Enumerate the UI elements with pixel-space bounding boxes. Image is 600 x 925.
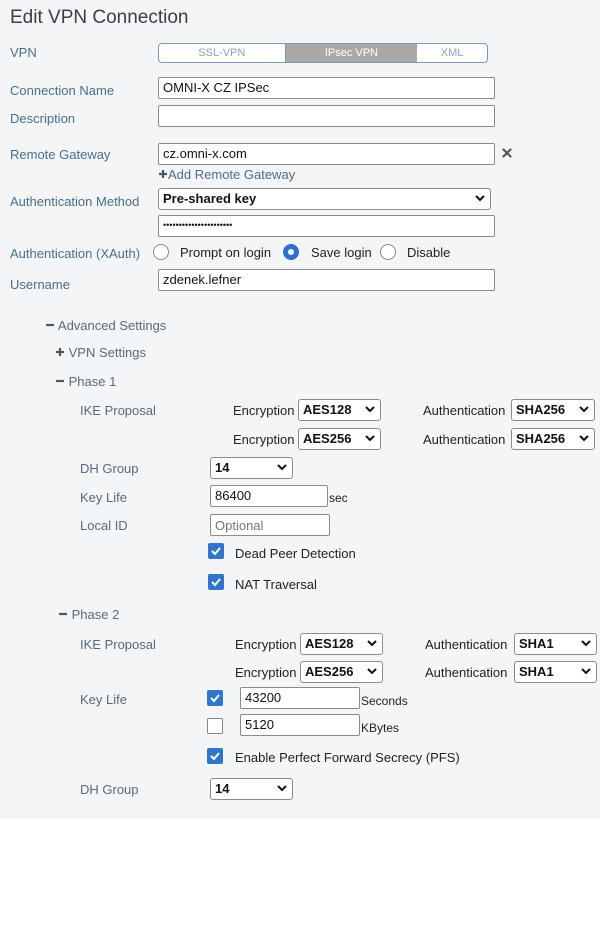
phase2-dh-select[interactable] xyxy=(210,778,293,800)
tab-ipsec-vpn[interactable]: IPsec VPN xyxy=(286,44,418,62)
chevron-down-icon xyxy=(580,665,592,677)
connection-name-input[interactable]: OMNI-X CZ IPSec xyxy=(158,77,495,99)
keylife-seconds-input[interactable]: 43200 xyxy=(240,687,360,709)
auth-method-label: Authentication Method xyxy=(10,194,140,209)
connection-name-label: Connection Name xyxy=(10,83,115,98)
chevron-down-icon xyxy=(580,637,592,649)
chevron-down-icon xyxy=(364,403,376,415)
auth-method-value: Pre-shared key xyxy=(163,191,257,206)
keylife-kbytes-input[interactable]: 5120 xyxy=(240,714,360,736)
radio-disable-label: Disable xyxy=(407,245,451,260)
radio-prompt-on-login-label: Prompt on login xyxy=(180,245,272,260)
radio-save-login[interactable] xyxy=(283,244,299,260)
phase1-authentication-label-2: Authentication xyxy=(423,432,506,447)
phase2-dh-label: DH Group xyxy=(80,782,139,797)
phase2-encryption-select-1[interactable] xyxy=(300,633,383,655)
phase1-authentication-label-1: Authentication xyxy=(423,403,506,418)
keylife-kbytes-unit: KBytes xyxy=(361,721,400,735)
check-icon xyxy=(210,545,222,557)
phase1-authentication-value-2: SHA256 xyxy=(516,431,566,446)
phase1-encryption-value-1: AES128 xyxy=(303,402,352,417)
add-remote-gateway-link[interactable] xyxy=(158,167,295,182)
description-input[interactable] xyxy=(158,105,495,127)
keylife-kbytes-checkbox[interactable] xyxy=(207,718,223,734)
phase2-label: Phase 2 xyxy=(71,607,120,622)
phase2-authentication-value-2: SHA1 xyxy=(519,664,554,679)
phase2-encryption-label-1: Encryption xyxy=(235,637,297,652)
keylife-seconds-checkbox[interactable] xyxy=(207,690,223,706)
chevron-down-icon xyxy=(276,461,288,473)
tab-ssl-vpn[interactable]: SSL-VPN xyxy=(159,44,286,62)
chevron-down-icon xyxy=(578,403,590,415)
phase1-localid-label: Local ID xyxy=(80,518,128,533)
phase1-dh-value: 14 xyxy=(215,460,230,475)
check-icon xyxy=(209,692,221,704)
phase2-encryption-value-1: AES128 xyxy=(305,636,354,651)
add-remote-gateway-label: Add Remote Gateway xyxy=(168,167,296,182)
phase2-ike-label: IKE Proposal xyxy=(80,637,156,652)
remote-gateway-label: Remote Gateway xyxy=(10,147,111,162)
vpn-label: VPN xyxy=(10,45,37,60)
phase2-authentication-select-1[interactable] xyxy=(514,633,597,655)
advanced-settings-toggle[interactable] xyxy=(45,318,166,333)
phase1-ike-label: IKE Proposal xyxy=(80,403,156,418)
plus-icon xyxy=(55,347,65,357)
chevron-down-icon xyxy=(578,432,590,444)
minus-icon xyxy=(45,320,55,330)
check-icon xyxy=(210,576,222,588)
advanced-settings-label: Advanced Settings xyxy=(57,318,167,333)
remote-gateway-input[interactable]: cz.omni-x.com xyxy=(158,143,495,165)
phase2-authentication-label-1: Authentication xyxy=(425,637,508,652)
keylife-seconds-unit: Seconds xyxy=(361,694,408,708)
vpn-settings-label: VPN Settings xyxy=(68,345,146,360)
phase1-localid-input[interactable] xyxy=(210,514,330,536)
nat-traversal-label: NAT Traversal xyxy=(235,577,317,592)
chevron-down-icon xyxy=(474,192,486,204)
radio-disable[interactable] xyxy=(380,244,396,260)
tab-xml[interactable]: XML xyxy=(440,47,464,59)
chevron-down-icon xyxy=(366,637,378,649)
phase1-authentication-select-2[interactable] xyxy=(511,428,595,450)
phase2-encryption-value-2: AES256 xyxy=(305,664,354,679)
chevron-down-icon xyxy=(366,665,378,677)
phase2-toggle[interactable] xyxy=(58,607,119,622)
phase1-encryption-value-2: AES256 xyxy=(303,431,352,446)
pfs-checkbox[interactable] xyxy=(207,748,223,764)
nat-traversal-checkbox[interactable] xyxy=(208,574,224,590)
xauth-label: Authentication (XAuth) xyxy=(10,246,141,261)
preshared-key-input[interactable]: •••••••••••••••••••••• xyxy=(158,215,495,237)
pfs-label: Enable Perfect Forward Secrecy (PFS) xyxy=(235,750,460,765)
plus-icon xyxy=(158,169,168,179)
chevron-down-icon xyxy=(364,432,376,444)
phase2-encryption-label-2: Encryption xyxy=(235,665,297,680)
phase1-keylife-unit: sec xyxy=(329,491,348,505)
phase1-encryption-select-2[interactable] xyxy=(298,428,381,450)
phase1-keylife-input[interactable]: 86400 xyxy=(210,485,328,507)
phase2-authentication-select-2[interactable] xyxy=(514,661,597,683)
username-label: Username xyxy=(10,277,70,292)
radio-prompt-on-login[interactable] xyxy=(153,244,169,260)
phase1-dh-select[interactable] xyxy=(210,457,293,479)
dpd-checkbox[interactable] xyxy=(208,543,224,559)
phase1-label: Phase 1 xyxy=(68,374,117,389)
radio-save-login-label: Save login xyxy=(311,245,372,260)
phase2-encryption-select-2[interactable] xyxy=(300,661,383,683)
phase1-encryption-label-1: Encryption xyxy=(233,403,295,418)
chevron-down-icon xyxy=(276,782,288,794)
minus-icon xyxy=(55,376,65,386)
username-input[interactable]: zdenek.lefner xyxy=(158,269,495,291)
close-icon[interactable] xyxy=(502,148,512,158)
vpn-settings-toggle[interactable] xyxy=(55,345,146,360)
phase2-dh-value: 14 xyxy=(215,781,230,796)
phase1-toggle[interactable] xyxy=(55,374,116,389)
minus-icon xyxy=(58,609,68,619)
page-title: Edit VPN Connection xyxy=(10,7,189,28)
check-icon xyxy=(209,750,221,762)
vpn-type-segmented xyxy=(158,43,488,63)
phase1-keylife-label: Key Life xyxy=(80,490,127,505)
phase2-keylife-label: Key Life xyxy=(80,692,127,707)
phase2-authentication-label-2: Authentication xyxy=(425,665,508,680)
dpd-label: Dead Peer Detection xyxy=(235,546,356,561)
phase1-encryption-label-2: Encryption xyxy=(233,432,295,447)
auth-method-select[interactable] xyxy=(158,188,491,210)
phase1-authentication-value-1: SHA256 xyxy=(516,402,566,417)
description-label: Description xyxy=(10,111,76,126)
phase1-encryption-select-1[interactable] xyxy=(298,399,381,421)
phase1-authentication-select-1[interactable] xyxy=(511,399,595,421)
phase2-authentication-value-1: SHA1 xyxy=(519,636,554,651)
phase1-dh-label: DH Group xyxy=(80,461,139,476)
